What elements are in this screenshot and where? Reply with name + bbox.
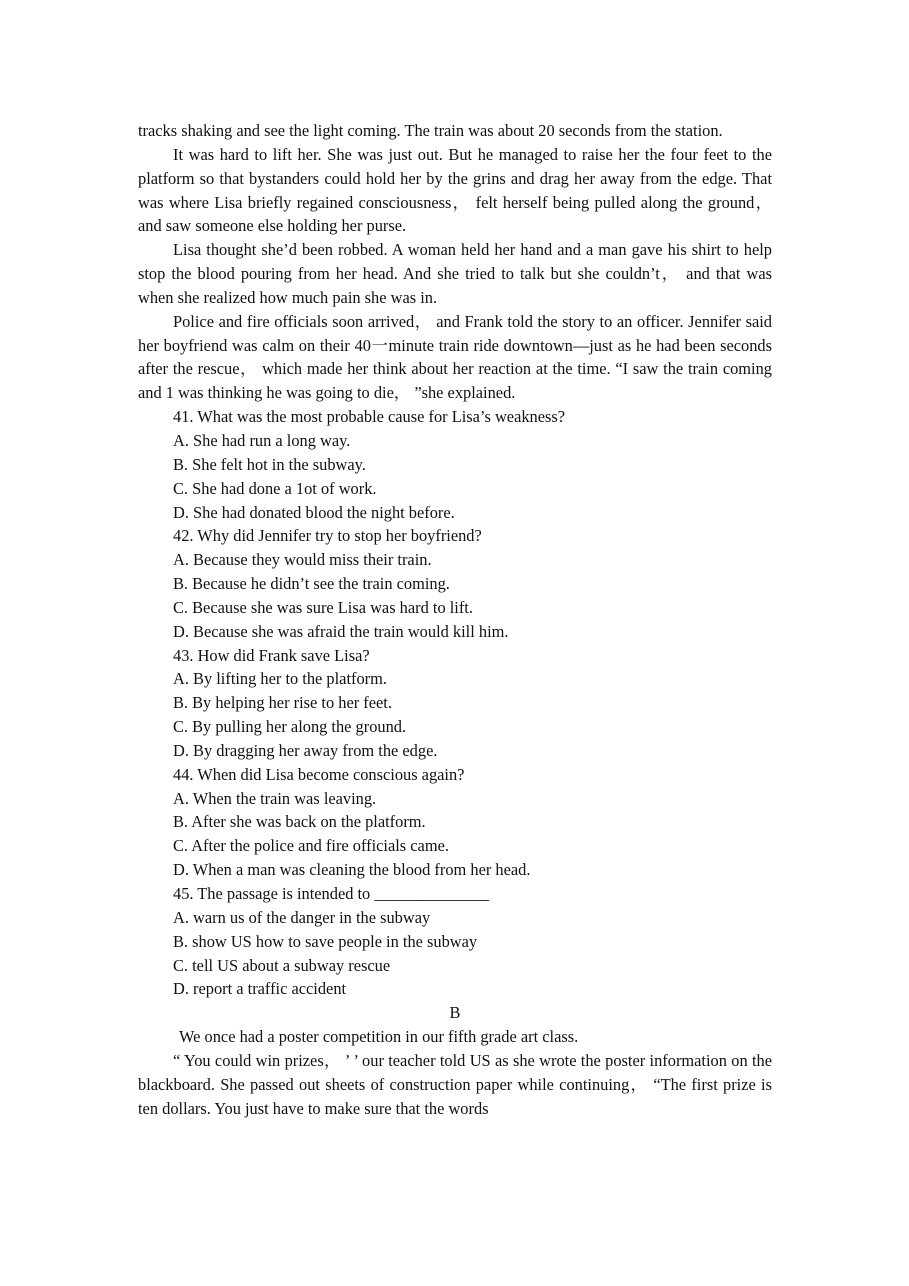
option-d: D. She had donated blood the night before. [173, 502, 455, 522]
question-44 [138, 763, 772, 882]
option-a: A. When the train was leaving. [173, 788, 377, 808]
option-b: B. Because he didn’t see the train coming. [173, 574, 450, 594]
question-stem: 43. How did Frank save Lisa? [173, 645, 370, 665]
option-c: C. She had done a 1ot of work. [173, 478, 377, 498]
option-b: B. After she was back on the platform. [173, 812, 426, 832]
option-b: B. By helping her rise to her feet. [173, 693, 392, 713]
option-d: D. Because she was afraid the train would kill him. [173, 621, 509, 641]
question-41 [138, 405, 772, 524]
option-a: A. warn us of the danger in the subway [173, 907, 431, 927]
question-stem: 41. What was the most probable cause for Lisa’s weakness? [173, 407, 566, 427]
question-45 [138, 882, 772, 1001]
option-d: D. By dragging her away from the edge. [173, 740, 438, 760]
option-a: A. By lifting her to the platform. [173, 669, 387, 689]
question-stem: 42. Why did Jennifer try to stop her boyfriend? [173, 526, 482, 546]
passage-b-paragraph-1: We once had a poster competition in our fifth grade art class. [179, 1027, 579, 1047]
question-42 [138, 524, 772, 643]
option-a: A. She had run a long way. [173, 430, 351, 450]
passage-b-paragraph-2: “ You could win prizes， ’ ’ our teacher told US as she wrote the poster information on the blackboard. She passed out sheets of construction paper while continuing， “The first prize is ten dollars. You just have to make sure that the words [138, 1050, 772, 1118]
passage-a-paragraph-4: Police and fire officials soon arrived， and Frank told the story to an officer. Jennifer said her boyfriend was calm on their 40一minute train ride downtown—just as he had been seconds after the rescue， which made her think about her reaction at the time. “I saw the train coming and 1 was thinking he was going to die， ”she explained. [138, 311, 772, 403]
option-c: C. After the police and fire officials came. [173, 836, 449, 856]
question-43 [138, 644, 772, 763]
passage-b-heading: B [449, 1003, 461, 1023]
passage-a-paragraph-1: tracks shaking and see the light coming. The train was about 20 seconds from the station. [138, 121, 723, 140]
option-c: C. Because she was sure Lisa was hard to lift. [173, 597, 473, 617]
document-page [138, 119, 772, 1120]
question-stem: 44. When did Lisa become conscious again? [173, 764, 465, 784]
passage-a-paragraph-3: Lisa thought she’d been robbed. A woman held her hand and a man gave his shirt to help stop the blood pouring from her head. And she tried to talk but she couldn’t， and that was when she realized how much pain she was in. [138, 240, 772, 307]
option-a: A. Because they would miss their train. [173, 550, 432, 570]
option-b: B. show US how to save people in the subway [173, 931, 478, 951]
option-d: D. When a man was cleaning the blood from her head. [173, 860, 531, 880]
passage-a-paragraph-2: It was hard to lift her. She was just out. But he managed to raise her the four feet to the platform so that bystanders could hold her by the grins and drag her away from the edge. That was where Lisa briefly regained consciousness， felt herself being pulled along the ground， and saw someone else holding her purse. [138, 144, 772, 236]
option-c: C. By pulling her along the ground. [173, 717, 407, 737]
question-stem: 45. The passage is intended to ______________ [173, 884, 490, 903]
option-b: B. She felt hot in the subway. [173, 454, 366, 474]
option-c: C. tell US about a subway rescue [173, 955, 391, 975]
option-d: D. report a traffic accident [173, 979, 347, 999]
